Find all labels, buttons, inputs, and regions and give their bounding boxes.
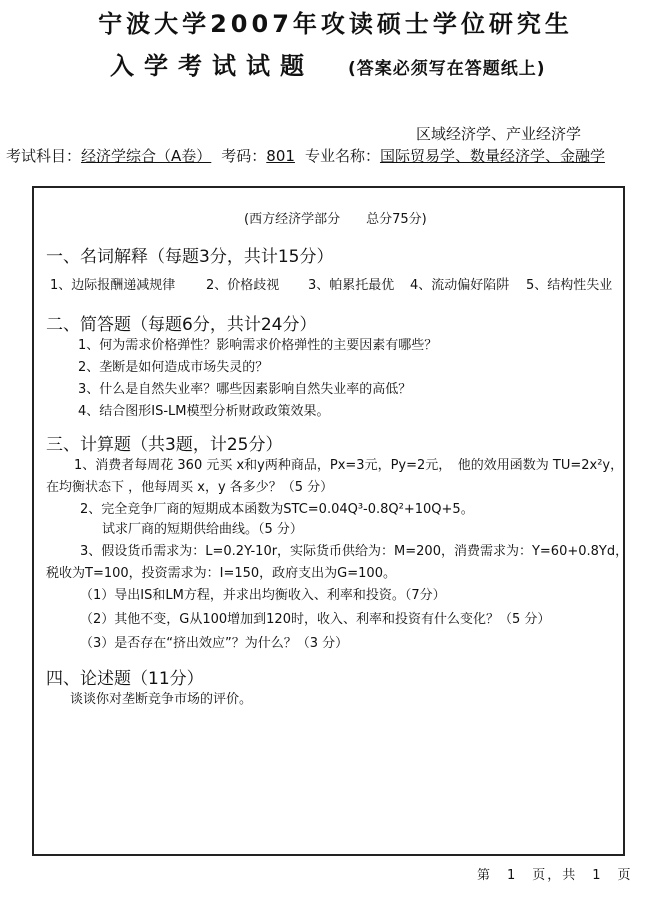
majors-line-1: 区域经济学、产业经济学: [416, 125, 582, 143]
majors-line-2: 国际贸易学、数量经济学、金融学: [379, 147, 605, 165]
term-item: 2、价格歧视: [206, 278, 280, 293]
major-label: 专业名称：: [304, 147, 380, 165]
answer-sheet-note: (答案必须写在答题纸上): [348, 59, 546, 79]
term-item: 4、流动偏好陷阱: [410, 278, 510, 293]
calc-line: 1、消费者每周花 360 元买 x和y两种商品，Px=3元，Py=2元， 他的效用函数为 TU=2x²y，: [74, 458, 624, 473]
calc-line: 试求厂商的短期供给曲线。（5 分）: [102, 522, 303, 537]
term-item: 3、帕累托最优: [308, 278, 395, 293]
code-label: 考码：: [221, 147, 267, 165]
calc-line: 2、完全竞争厂商的短期成本函数为STC=0.04Q³-0.8Q²+10Q+5。: [80, 502, 474, 517]
part-heading: (西方经济学部分 总分75分): [244, 212, 427, 227]
question-item: 3、什么是自然失业率？哪些因素影响自然失业率的高低？: [78, 382, 412, 397]
calc-line: （2）其他不变，G从100增加到120时，收入、利率和投资有什么变化？（5 分）: [80, 612, 551, 627]
question-item: 2、垄断是如何造成市场失灵的？: [78, 360, 269, 375]
question-box: [32, 186, 629, 856]
section-2-heading: 二、简答题（每题6分，共计24分）: [46, 315, 317, 335]
calc-line: 3、假设货币需求为：L=0.2Y-10r，实际货币供给为：M=200，消费需求为：Y=60+0.8Yd，: [80, 544, 629, 559]
question-item: 4、结合图形IS-LM模型分析财政政策效果。: [78, 404, 330, 419]
calc-line: 税收为T=100，投资需求为：I=150，政府支出为G=100。: [46, 566, 396, 581]
question-item: 1、何为需求价格弹性？影响需求价格弹性的主要因素有哪些？: [78, 338, 438, 353]
section-3-heading: 三、计算题（共3题，计25分）: [46, 435, 283, 455]
calc-line: （1）导出IS和LM方程，并求出均衡收入、利率和投资。（7分）: [80, 588, 446, 603]
exam-title: 宁波大学2007年攻读硕士学位研究生: [98, 10, 573, 38]
calc-line: （3）是否存在“挤出效应”？为什么？（3 分）: [80, 636, 349, 651]
term-item: 1、边际报酬递减规律: [50, 278, 176, 293]
section-1-heading: 一、名词解释（每题3分，共计15分）: [46, 247, 334, 267]
page-number: 第 1 页，共 1 页: [477, 868, 633, 883]
section-4-heading: 四、论述题（11分）: [46, 669, 204, 689]
subject-value: 经济学综合（A卷）: [81, 147, 212, 165]
subject-label: 考试科目：: [6, 147, 82, 165]
exam-info-row: [6, 145, 605, 166]
term-item: 5、结构性失业: [526, 278, 613, 293]
exam-subtitle: 入学考试试题: [110, 52, 314, 80]
code-value: 801: [266, 147, 295, 165]
calc-line: 在均衡状态下 ，他每周买 x，y 各多少？（5 分）: [46, 480, 334, 495]
essay-line: 谈谈你对垄断竞争市场的评价。: [70, 692, 253, 707]
